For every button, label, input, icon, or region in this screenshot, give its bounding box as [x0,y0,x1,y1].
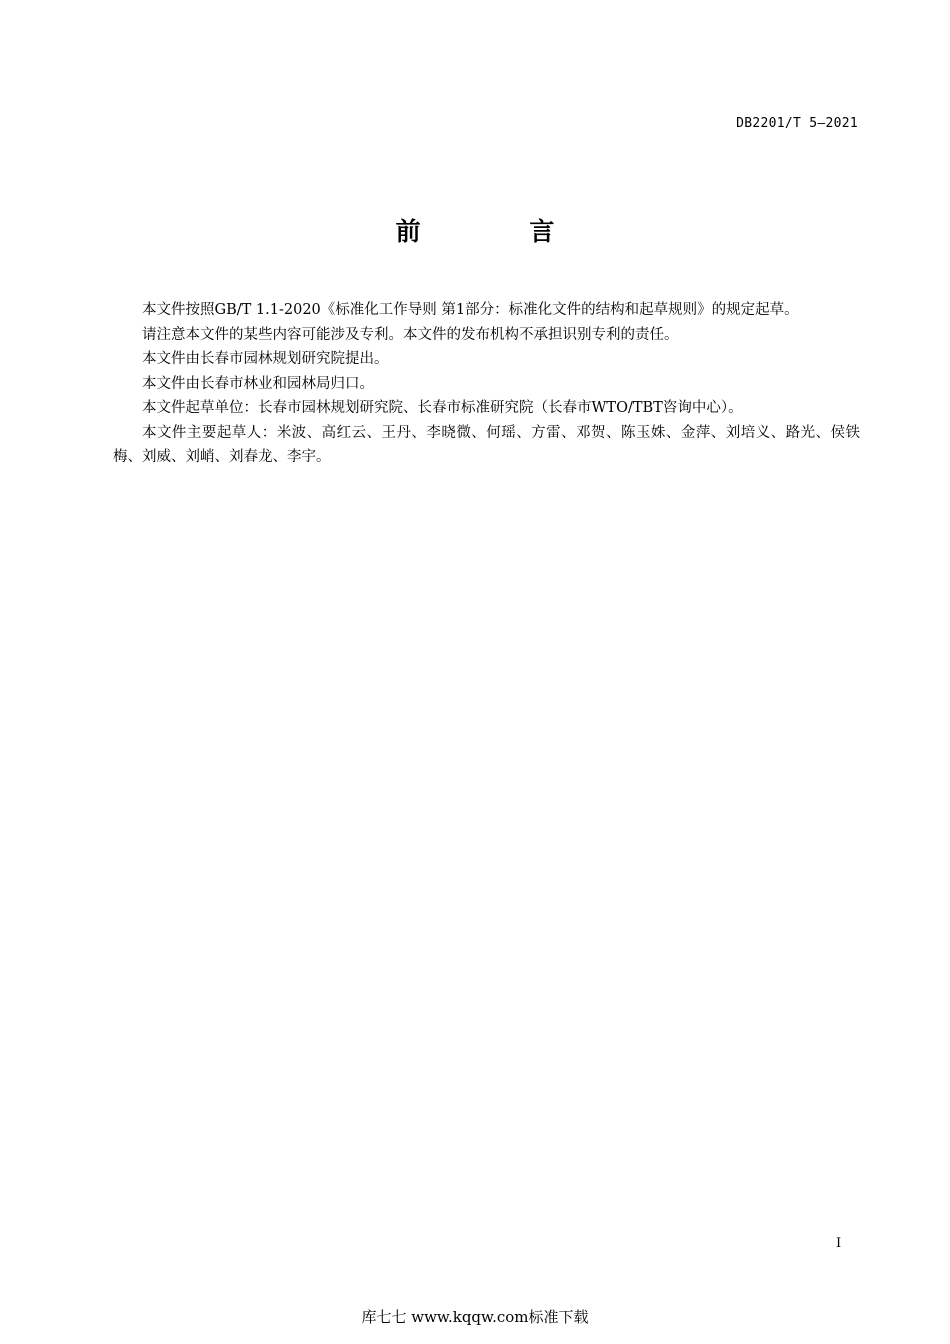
paragraph-patent-notice: 请注意本文件的某些内容可能涉及专利。本文件的发布机构不承担识别专利的责任。 [142,326,679,343]
document-code: DB2201/T 5—2021 [736,116,858,131]
paragraph-standard-basis: 本文件按照GB/T 1.1-2020《标准化工作导则 第1部分：标准化文件的结构和起草规则》的规定起草。 [142,302,799,318]
paragraph-administrator: 本文件由长春市林业和园林局归口。 [142,375,374,392]
page-title: 前 言 [395,217,605,246]
page-number: I [836,1236,842,1251]
paragraph-proposer: 本文件由长春市园林规划研究院提出。 [142,351,389,367]
paragraph-drafters: 本文件主要起草人：米波、高红云、王丹、李晓微、何瑶、方雷、邓贺、陈玉姝、金萍、刘培义、路光、侯铁梅、刘威、刘峭、刘春龙、李宇。 [113,424,860,465]
paragraph-drafting-units: 本文件起草单位：长春市园林规划研究院、长春市标准研究院（长春市WTO/TBT咨询中心）。 [142,400,743,416]
footer-watermark: 库七七 www.kqqw.com标准下载 [361,1308,589,1326]
preface-body [113,298,860,470]
